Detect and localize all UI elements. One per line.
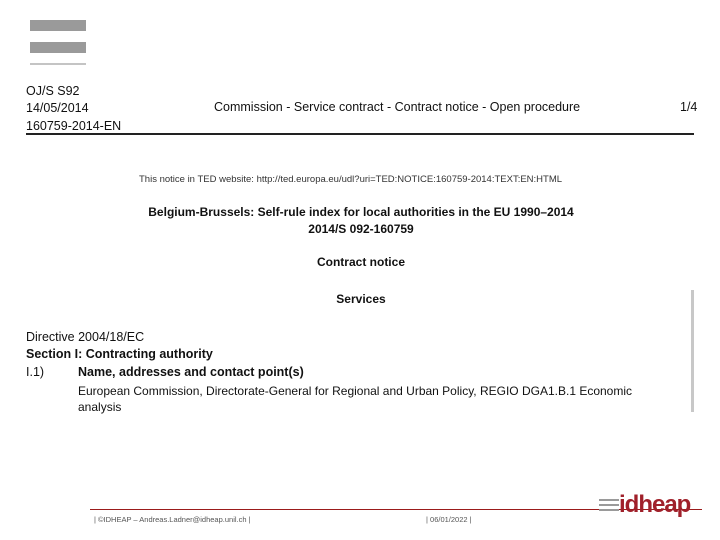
page-edge-shadow xyxy=(691,290,694,412)
notice-type: Contract notice xyxy=(316,255,405,269)
header-date: 14/05/2014 xyxy=(26,101,89,115)
idheap-logo xyxy=(599,491,691,521)
section-heading: Section I: Contracting authority xyxy=(26,347,213,361)
logo-text: idheap xyxy=(619,491,691,518)
ted-link[interactable]: This notice in TED website: http://ted.europa.eu/udl?uri=TED:NOTICE:160759-2014:TEXT:EN:HTML xyxy=(139,174,563,185)
notice-title: Belgium-Brussels: Self-rule index for local authorities in the EU 1990–2014 xyxy=(148,205,574,219)
subsection-body: European Commission, Directorate-General for Regional and Urban Policy, REGIO DGA1.B.1 Economic analysis xyxy=(78,384,633,414)
notice-number: 2014/S 092-160759 xyxy=(308,222,414,236)
header-divider xyxy=(26,133,694,135)
subsection-title: Name, addresses and contact point(s) xyxy=(78,365,304,379)
directive-label: Directive 2004/18/EC xyxy=(26,330,145,344)
header-journal: OJ/S S92 xyxy=(26,84,80,98)
header-page-number: 1/4 xyxy=(680,100,698,114)
header-doc-id: 160759-2014-EN xyxy=(26,119,122,133)
subsection-number: I.1) xyxy=(26,365,45,379)
footer-date: | 06/01/2022 | xyxy=(426,515,472,524)
footer-contact: | ©IDHEAP – Andreas.Ladner@idheap.unil.ch | xyxy=(94,515,251,524)
notice-category: Services xyxy=(336,292,386,306)
logo-lines-icon xyxy=(599,499,619,514)
header-title: Commission - Service contract - Contract notice - Open procedure xyxy=(214,100,581,114)
